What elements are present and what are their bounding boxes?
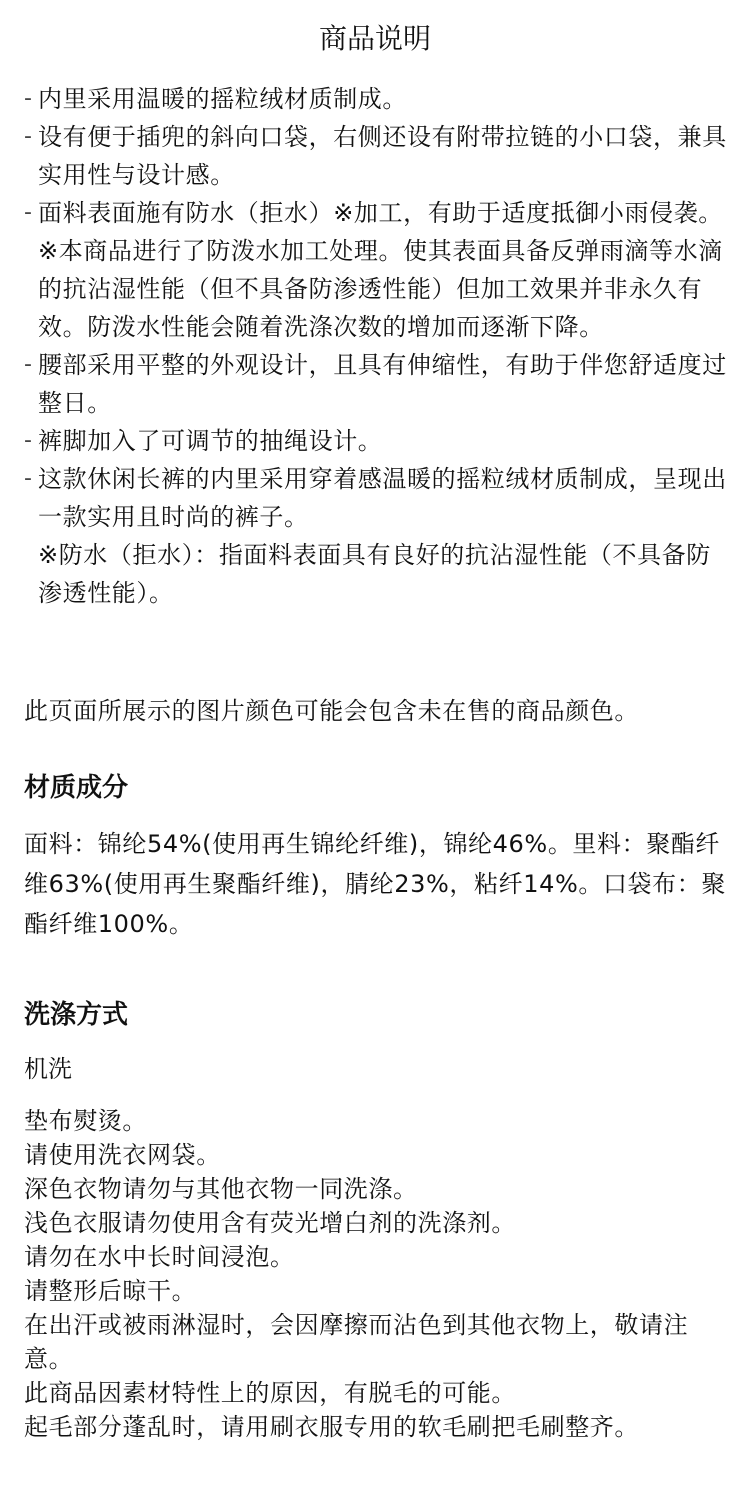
washing-instruction: 浅色衣服请勿使用含有荧光增白剂的洗涤剂。 xyxy=(24,1209,516,1237)
description-bullet xyxy=(24,346,728,422)
washing-instruction: 起毛部分蓬乱时，请用刷衣服专用的软毛刷把毛刷整齐。 xyxy=(24,1413,639,1441)
description-bullet xyxy=(24,194,728,346)
washing-instruction: 在出汗或被雨淋湿时，会因摩擦而沾色到其他衣物上，敬请注意。 xyxy=(24,1311,689,1373)
washing-instruction: 深色衣物请勿与其他衣物一同洗涤。 xyxy=(24,1175,418,1203)
washing-instruction: 请使用洗衣网袋。 xyxy=(24,1141,221,1169)
bullet-marker: - xyxy=(24,466,33,491)
material-heading: 材质成分 xyxy=(24,773,129,803)
description-bullet-list xyxy=(24,80,728,612)
waterproof-note: ※防水（拒水）：指面料表面具有良好的抗沾湿性能（不具备防渗透性能）。 xyxy=(38,541,711,607)
bullet-text: 内里采用温暖的摇粒绒材质制成。 xyxy=(38,85,407,113)
bullet-text: 裤脚加入了可调节的抽绳设计。 xyxy=(38,427,383,455)
bullet-text: 腰部采用平整的外观设计，且具有伸缩性，有助于伴您舒适度过整日。 xyxy=(38,351,727,417)
color-disclaimer: 此页面所展示的图片颜色可能会包含未在售的商品颜色。 xyxy=(24,697,639,725)
page-title: 商品说明 xyxy=(318,22,431,55)
washing-heading: 洗涤方式 xyxy=(24,1000,129,1030)
washing-instructions-list xyxy=(24,1104,728,1444)
description-bullet xyxy=(24,422,728,460)
description-bullet xyxy=(24,460,728,536)
description-bullet xyxy=(24,118,728,194)
material-composition: 面料：锦纶54%(使用再生锦纶纤维)，锦纶46%。里料：聚酯纤维63%(使用再生聚酯纤维)，腈纶23%，粘纤14%。口袋布：聚酯纤维100%。 xyxy=(24,830,726,938)
bullet-text: 设有便于插兜的斜向口袋，右侧还设有附带拉链的小口袋，兼具实用性与设计感。 xyxy=(38,123,727,189)
washing-instruction: 请勿在水中长时间浸泡。 xyxy=(24,1243,295,1271)
washing-method: 机洗 xyxy=(24,1055,72,1083)
bullet-marker: - xyxy=(24,428,33,453)
bullet-text: 面料表面施有防水（拒水）※加工，有助于适度抵御小雨侵袭。※本商品进行了防泼水加工处理。使其表面具备反弹雨滴等水滴的抗沾湿性能（但不具备防渗透性能）但加工效果并非永久有效。防泼水性能会随着洗涤次数的增加而逐渐下降。 xyxy=(38,199,723,341)
bullet-marker: - xyxy=(24,124,33,149)
washing-instruction: 垫布熨烫。 xyxy=(24,1107,147,1135)
washing-instruction: 此商品因素材特性上的原因，有脱毛的可能。 xyxy=(24,1379,516,1407)
washing-instruction: 请整形后晾干。 xyxy=(24,1277,197,1305)
description-bullet xyxy=(24,80,728,118)
bullet-text: 这款休闲长裤的内里采用穿着感温暖的摇粒绒材质制成，呈现出一款实用且时尚的裤子。 xyxy=(38,465,727,531)
bullet-marker: - xyxy=(24,352,33,377)
bullet-marker: - xyxy=(24,200,33,225)
bullet-marker: - xyxy=(24,86,33,111)
